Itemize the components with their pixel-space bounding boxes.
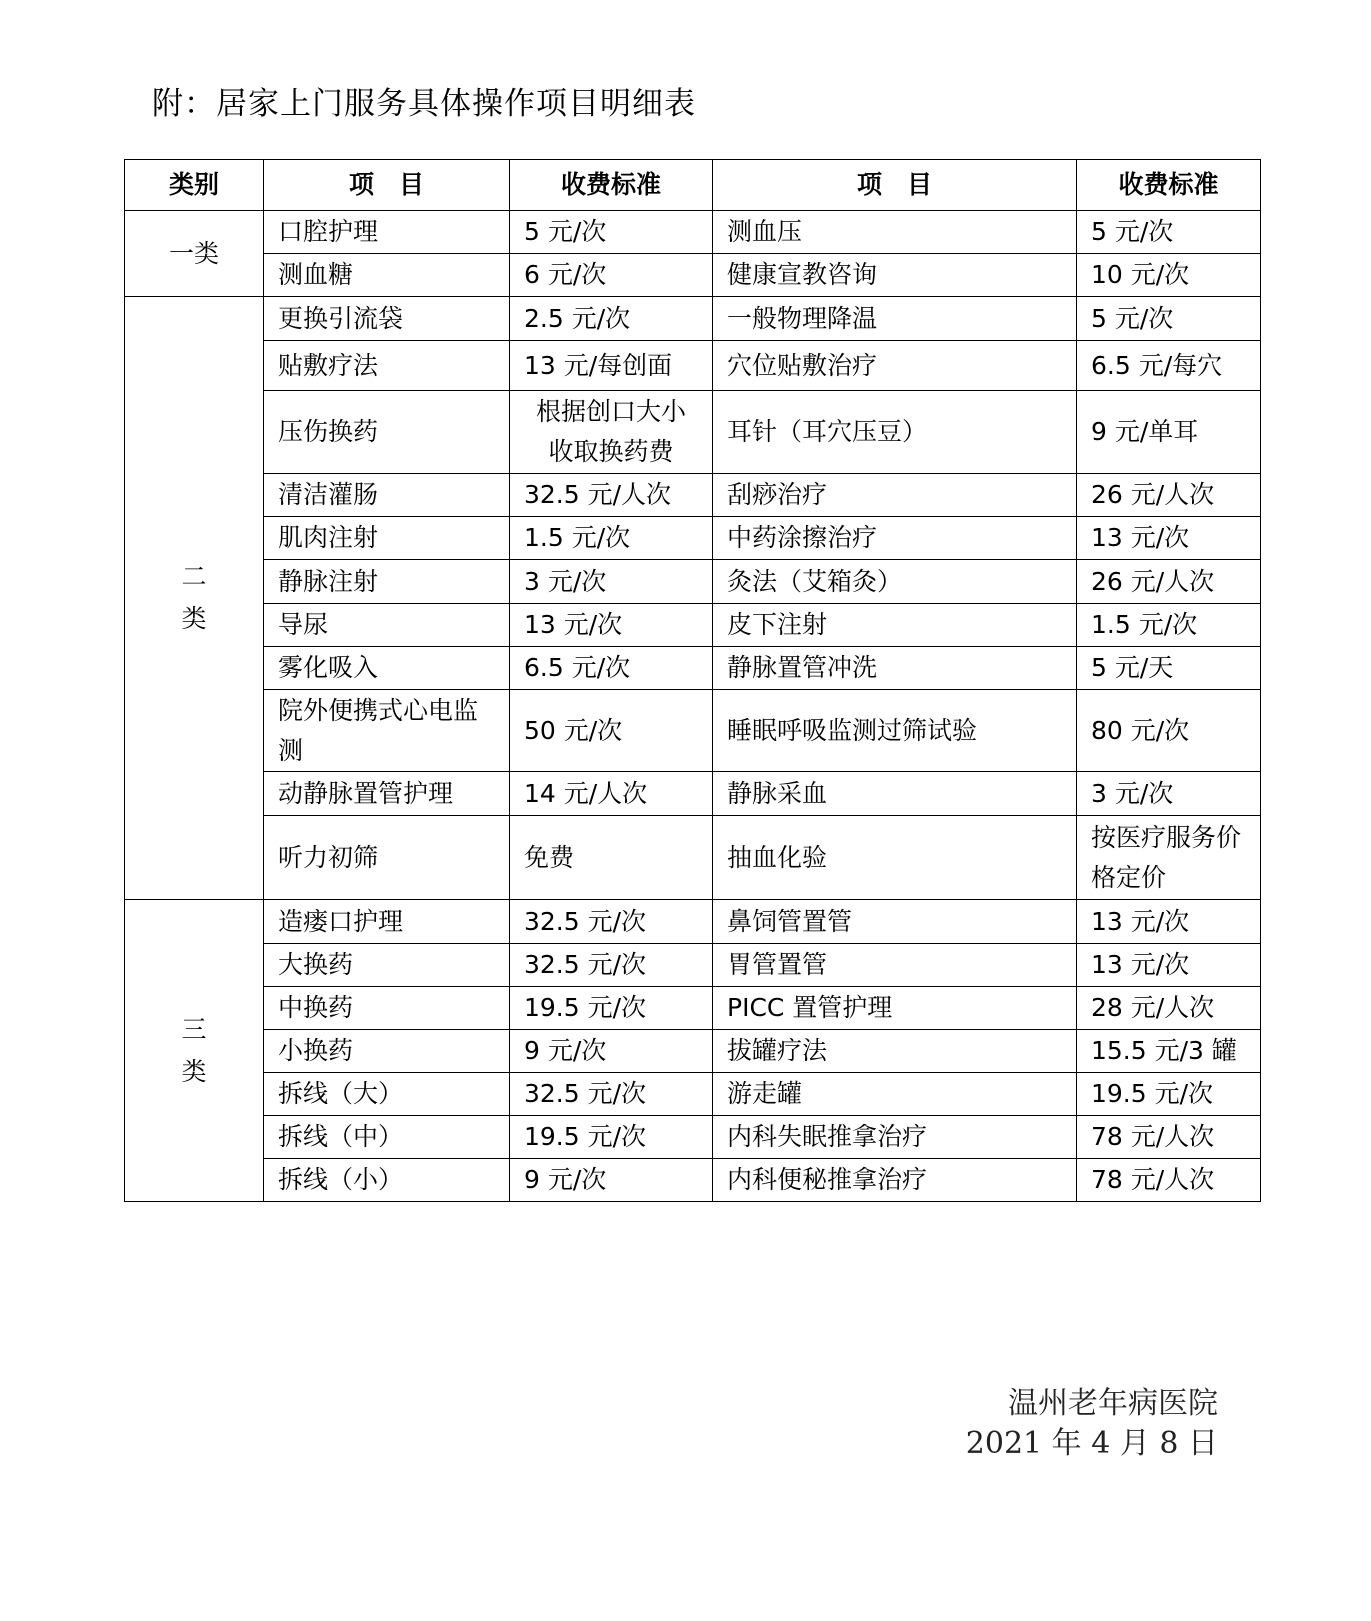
item-text: 静脉采血 xyxy=(727,778,828,808)
table-row xyxy=(125,254,1261,297)
fee-cell xyxy=(1077,900,1261,944)
fee-text: 2.5 元/次 xyxy=(524,303,631,333)
item-cell xyxy=(264,604,510,647)
item-text: 更换引流袋 xyxy=(278,303,404,333)
header-fee: 收费标准 xyxy=(1077,160,1261,211)
item-text: 游走罐 xyxy=(727,1079,803,1108)
item-cell xyxy=(713,900,1077,944)
item-text: 肌肉注射 xyxy=(278,523,379,552)
fee-cell xyxy=(510,987,713,1030)
fee-text: 13 元/次 xyxy=(524,610,623,639)
fee-text: 6 元/次 xyxy=(524,260,607,289)
fee-text: 19.5 元/次 xyxy=(524,993,647,1022)
fee-text: 14 元/人次 xyxy=(524,778,648,808)
fee-text: 13 元/次 xyxy=(1091,950,1190,979)
item-cell xyxy=(264,341,510,391)
fee-text: 5 元/次 xyxy=(1091,303,1174,333)
item-text: 小换药 xyxy=(278,1036,354,1065)
footer-organization: 温州老年病医院 xyxy=(1008,1386,1218,1421)
item-cell xyxy=(264,900,510,944)
item-text: 导尿 xyxy=(278,610,329,639)
item-cell xyxy=(713,297,1077,341)
item-cell xyxy=(713,690,1077,772)
table-header-row xyxy=(125,160,1261,211)
item-text: 院外便携式心电监测 xyxy=(278,695,479,765)
fee-cell xyxy=(510,690,713,772)
fee-text: 5 元/天 xyxy=(1091,653,1174,682)
fee-text: 15.5 元/3 罐 xyxy=(1091,1036,1237,1065)
item-text: 拔罐疗法 xyxy=(727,1036,828,1065)
item-text: 灸法（艾箱灸） xyxy=(727,566,903,596)
fee-cell xyxy=(510,1030,713,1073)
fee-text: 78 元/人次 xyxy=(1091,1122,1215,1151)
item-text: 皮下注射 xyxy=(727,610,828,639)
fee-cell xyxy=(1077,341,1261,391)
fee-text: 3 元/次 xyxy=(1091,778,1174,808)
item-cell xyxy=(264,1073,510,1116)
table-row xyxy=(125,816,1261,900)
table-row xyxy=(125,1030,1261,1073)
item-cell xyxy=(264,816,510,900)
fee-text: 13 元/次 xyxy=(1091,523,1190,552)
fee-cell xyxy=(1077,560,1261,604)
table-body xyxy=(125,211,1261,1202)
item-cell xyxy=(264,944,510,987)
category-label: 三类 xyxy=(181,1014,207,1086)
item-text: 睡眠呼吸监测过筛试验 xyxy=(727,715,978,745)
item-cell xyxy=(713,1116,1077,1159)
item-text: 中药涂擦治疗 xyxy=(727,523,878,552)
fee-cell xyxy=(510,772,713,816)
fee-cell xyxy=(510,560,713,604)
item-cell xyxy=(713,391,1077,474)
item-cell xyxy=(264,517,510,560)
fee-text: 根据创口大小收取换药费 xyxy=(535,397,686,466)
item-cell xyxy=(713,816,1077,900)
item-text: PICC 置管护理 xyxy=(727,993,893,1022)
item-cell xyxy=(713,1030,1077,1073)
item-cell xyxy=(713,517,1077,560)
fee-text: 32.5 元/次 xyxy=(524,906,647,936)
fee-text: 28 元/人次 xyxy=(1091,993,1215,1022)
category-cell xyxy=(125,297,264,900)
item-text: 鼻饲管置管 xyxy=(727,906,853,936)
table-row xyxy=(125,987,1261,1030)
fee-text: 32.5 元/次 xyxy=(524,1079,647,1108)
fee-text: 13 元/每创面 xyxy=(524,350,673,380)
item-text: 刮痧治疗 xyxy=(727,480,828,509)
table-row xyxy=(125,944,1261,987)
header-category: 类别 xyxy=(125,160,264,211)
fee-text: 6.5 元/每穴 xyxy=(1091,350,1223,380)
category-label: 二类 xyxy=(181,562,207,633)
item-text: 压伤换药 xyxy=(278,417,379,446)
fee-cell xyxy=(1077,772,1261,816)
item-cell xyxy=(713,604,1077,647)
fee-cell xyxy=(1077,987,1261,1030)
item-text: 清洁灌肠 xyxy=(278,480,379,509)
item-text: 听力初筛 xyxy=(278,842,379,872)
item-text: 耳针（耳穴压豆） xyxy=(727,417,928,446)
item-text: 健康宣教咨询 xyxy=(727,260,878,289)
item-text: 贴敷疗法 xyxy=(278,350,379,380)
fee-text: 3 元/次 xyxy=(524,566,607,596)
table-row xyxy=(125,1073,1261,1116)
table-row xyxy=(125,1159,1261,1202)
table-row xyxy=(125,647,1261,690)
fee-text: 19.5 元/次 xyxy=(524,1122,647,1151)
fee-text: 5 元/次 xyxy=(1091,217,1174,246)
item-cell xyxy=(264,474,510,517)
fee-text: 13 元/次 xyxy=(1091,906,1190,936)
item-text: 测血压 xyxy=(727,217,803,246)
item-text: 口腔护理 xyxy=(278,217,379,246)
item-cell xyxy=(264,560,510,604)
item-text: 穴位贴敷治疗 xyxy=(727,350,878,380)
fee-cell xyxy=(510,211,713,254)
fee-cell xyxy=(1077,211,1261,254)
item-text: 大换药 xyxy=(278,950,354,979)
service-fee-table xyxy=(124,159,1261,1202)
fee-cell xyxy=(1077,1030,1261,1073)
fee-cell xyxy=(1077,944,1261,987)
table-row xyxy=(125,391,1261,474)
item-cell xyxy=(264,772,510,816)
item-text: 雾化吸入 xyxy=(278,653,379,682)
fee-cell xyxy=(510,517,713,560)
fee-cell xyxy=(510,647,713,690)
category-cell xyxy=(125,900,264,1202)
item-cell xyxy=(713,341,1077,391)
table-row xyxy=(125,690,1261,772)
fee-cell xyxy=(1077,1073,1261,1116)
table-row xyxy=(125,1116,1261,1159)
document-title: 附：居家上门服务具体操作项目明细表 xyxy=(152,86,696,122)
fee-cell xyxy=(510,474,713,517)
fee-text: 1.5 元/次 xyxy=(1091,610,1198,639)
item-text: 拆线（大） xyxy=(278,1079,404,1108)
table-row xyxy=(125,474,1261,517)
item-cell xyxy=(713,1073,1077,1116)
category-label: 一类 xyxy=(168,238,219,268)
fee-cell xyxy=(510,604,713,647)
item-cell xyxy=(264,297,510,341)
item-cell xyxy=(713,254,1077,297)
item-text: 内科便秘推拿治疗 xyxy=(727,1165,928,1194)
item-cell xyxy=(713,211,1077,254)
item-text: 拆线（小） xyxy=(278,1165,404,1194)
fee-text: 80 元/次 xyxy=(1091,715,1190,745)
table-row xyxy=(125,772,1261,816)
item-text: 动静脉置管护理 xyxy=(278,778,454,808)
fee-cell xyxy=(1077,1159,1261,1202)
fee-cell xyxy=(1077,690,1261,772)
item-text: 拆线（中） xyxy=(278,1122,404,1151)
footer-date: 2021 年 4 月 8 日 xyxy=(965,1426,1218,1461)
item-text: 静脉注射 xyxy=(278,566,379,596)
fee-cell xyxy=(510,1159,713,1202)
table-row xyxy=(125,604,1261,647)
fee-text: 78 元/人次 xyxy=(1091,1165,1215,1194)
fee-cell xyxy=(1077,604,1261,647)
fee-text: 5 元/次 xyxy=(524,217,607,246)
fee-text: 50 元/次 xyxy=(524,715,623,745)
fee-cell xyxy=(510,816,713,900)
item-cell xyxy=(713,560,1077,604)
fee-text: 6.5 元/次 xyxy=(524,653,631,682)
fee-text: 26 元/人次 xyxy=(1091,480,1215,509)
item-cell xyxy=(713,987,1077,1030)
item-cell xyxy=(264,391,510,474)
fee-text: 32.5 元/次 xyxy=(524,950,647,979)
item-text: 胃管置管 xyxy=(727,950,828,979)
table-row xyxy=(125,297,1261,341)
fee-cell xyxy=(1077,517,1261,560)
item-cell xyxy=(713,944,1077,987)
item-cell xyxy=(264,211,510,254)
fee-text: 9 元/次 xyxy=(524,1165,607,1194)
fee-cell xyxy=(1077,391,1261,474)
fee-cell xyxy=(510,254,713,297)
item-text: 中换药 xyxy=(278,993,354,1022)
item-cell xyxy=(264,690,510,772)
fee-cell xyxy=(1077,647,1261,690)
header-item: 项 目 xyxy=(713,160,1077,211)
item-text: 内科失眠推拿治疗 xyxy=(727,1122,928,1151)
fee-text: 26 元/人次 xyxy=(1091,566,1215,596)
item-cell xyxy=(264,1159,510,1202)
fee-cell xyxy=(1077,297,1261,341)
item-cell xyxy=(713,772,1077,816)
header-item: 项 目 xyxy=(264,160,510,211)
fee-cell xyxy=(510,1073,713,1116)
fee-cell xyxy=(1077,1116,1261,1159)
table-row xyxy=(125,900,1261,944)
fee-cell xyxy=(510,1116,713,1159)
table-row xyxy=(125,560,1261,604)
item-text: 测血糖 xyxy=(278,260,354,289)
fee-text: 19.5 元/次 xyxy=(1091,1079,1214,1108)
fee-text: 10 元/次 xyxy=(1091,260,1190,289)
fee-text: 1.5 元/次 xyxy=(524,523,631,552)
fee-cell xyxy=(1077,254,1261,297)
item-cell xyxy=(264,1116,510,1159)
item-cell xyxy=(264,1030,510,1073)
table-row xyxy=(125,517,1261,560)
item-text: 造瘘口护理 xyxy=(278,906,404,936)
fee-text: 9 元/单耳 xyxy=(1091,417,1199,446)
item-cell xyxy=(264,987,510,1030)
fee-cell xyxy=(510,900,713,944)
fee-text: 9 元/次 xyxy=(524,1036,607,1065)
fee-text: 免费 xyxy=(524,842,575,872)
fee-cell xyxy=(510,297,713,341)
item-text: 静脉置管冲洗 xyxy=(727,653,878,682)
fee-cell xyxy=(1077,474,1261,517)
header-fee: 收费标准 xyxy=(510,160,713,211)
fee-cell xyxy=(1077,816,1261,900)
table-row xyxy=(125,341,1261,391)
item-cell xyxy=(713,474,1077,517)
table-row xyxy=(125,211,1261,254)
item-cell xyxy=(713,1159,1077,1202)
fee-text: 按医疗服务价格定价 xyxy=(1091,822,1242,892)
item-cell xyxy=(713,647,1077,690)
item-text: 一般物理降温 xyxy=(727,303,878,333)
fee-cell xyxy=(510,391,713,474)
fee-cell xyxy=(510,341,713,391)
fee-cell xyxy=(510,944,713,987)
category-cell xyxy=(125,211,264,297)
item-cell xyxy=(264,254,510,297)
item-cell xyxy=(264,647,510,690)
fee-text: 32.5 元/人次 xyxy=(524,480,672,509)
item-text: 抽血化验 xyxy=(727,842,828,872)
